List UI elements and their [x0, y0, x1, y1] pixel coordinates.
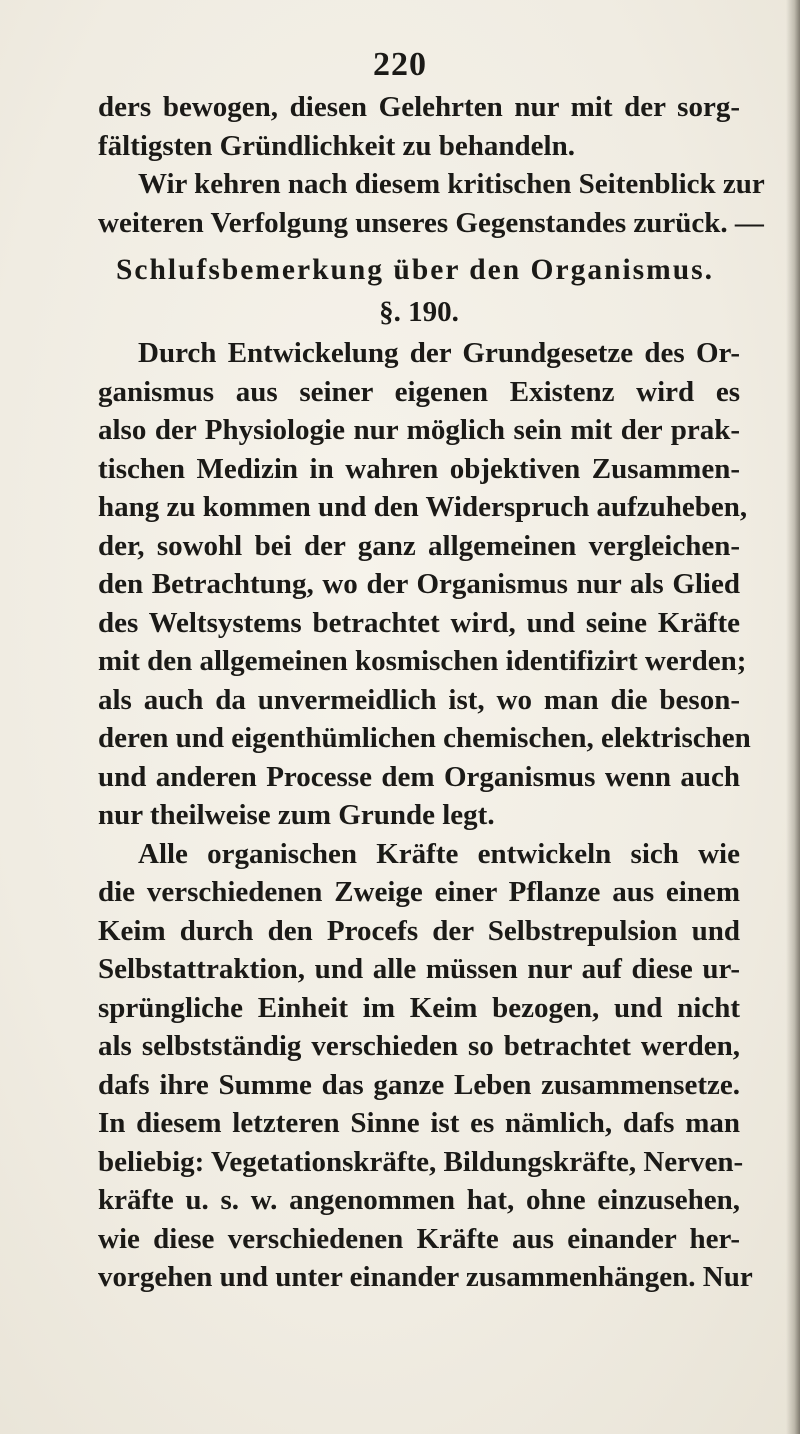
text-line: mit den allgemeinen kosmischen identifizirt werden;	[98, 645, 747, 677]
section-number: §. 190.	[379, 296, 459, 328]
section-heading: Schlufsbemerkung über den Organismus.	[116, 254, 714, 286]
text-line: hang zu kommen und den Widerspruch aufzuheben,	[98, 491, 748, 523]
text-line: Alle organischen Kräfte entwickeln sich wie	[138, 837, 740, 870]
body-text	[98, 88, 765, 1297]
text-line: als selbstständig verschieden so betrachtet werden,	[98, 1030, 740, 1062]
text-line: Keim durch den Procefs der Selbstrepulsion und	[98, 914, 740, 947]
text-line: Wir kehren nach diesem kritischen Seitenblick zur	[138, 168, 765, 200]
text-line: tischen Medizin in wahren objektiven Zusammen-	[98, 452, 740, 485]
text-line: wie diese verschiedenen Kräfte aus einander her-	[98, 1222, 740, 1255]
page-edge-shadow	[786, 0, 800, 1434]
text-line: sprüngliche Einheit im Keim bezogen, und nicht	[98, 991, 740, 1024]
text-line: also der Physiologie nur möglich sein mit der prak-	[98, 414, 740, 446]
text-line: ganismus aus seiner eigenen Existenz wird es	[98, 375, 740, 408]
text-line: als auch da unvermeidlich ist, wo man die beson-	[98, 683, 740, 716]
text-line: ders bewogen, diesen Gelehrten nur mit der sorg-	[98, 91, 740, 123]
text-line: fältigsten Gründlichkeit zu behandeln.	[98, 129, 575, 162]
page-number: 220	[373, 46, 427, 83]
text-line: weiteren Verfolgung unseres Gegenstandes zurück. —	[98, 206, 764, 239]
text-line: nur theilweise zum Grunde legt.	[98, 799, 495, 831]
text-line: Durch Entwickelung der Grundgesetze des Or-	[138, 337, 740, 369]
text-line: den Betrachtung, wo der Organismus nur als Glied	[98, 568, 740, 600]
text-line: vorgehen und unter einander zusammenhängen. Nur	[98, 1261, 753, 1293]
text-line: Selbstattraktion, und alle müssen nur auf diese ur-	[98, 953, 740, 985]
text-line: die verschiedenen Zweige einer Pflanze aus einem	[98, 876, 740, 908]
text-line: und anderen Processe dem Organismus wenn auch	[98, 760, 740, 793]
text-line: dafs ihre Summe das ganze Leben zusammensetze.	[98, 1068, 740, 1101]
text-line: In diesem letzteren Sinne ist es nämlich, dafs man	[98, 1107, 740, 1139]
text-line: beliebig: Vegetationskräfte, Bildungskräfte, Nerven-	[98, 1145, 744, 1178]
text-line: deren und eigenthümlichen chemischen, elektrischen	[98, 722, 751, 754]
text-line: des Weltsystems betrachtet wird, und seine Kräfte	[98, 606, 740, 639]
text-line: der, sowohl bei der ganz allgemeinen vergleichen-	[98, 529, 740, 562]
text-line: kräfte u. s. w. angenommen hat, ohne einzusehen,	[98, 1184, 740, 1216]
